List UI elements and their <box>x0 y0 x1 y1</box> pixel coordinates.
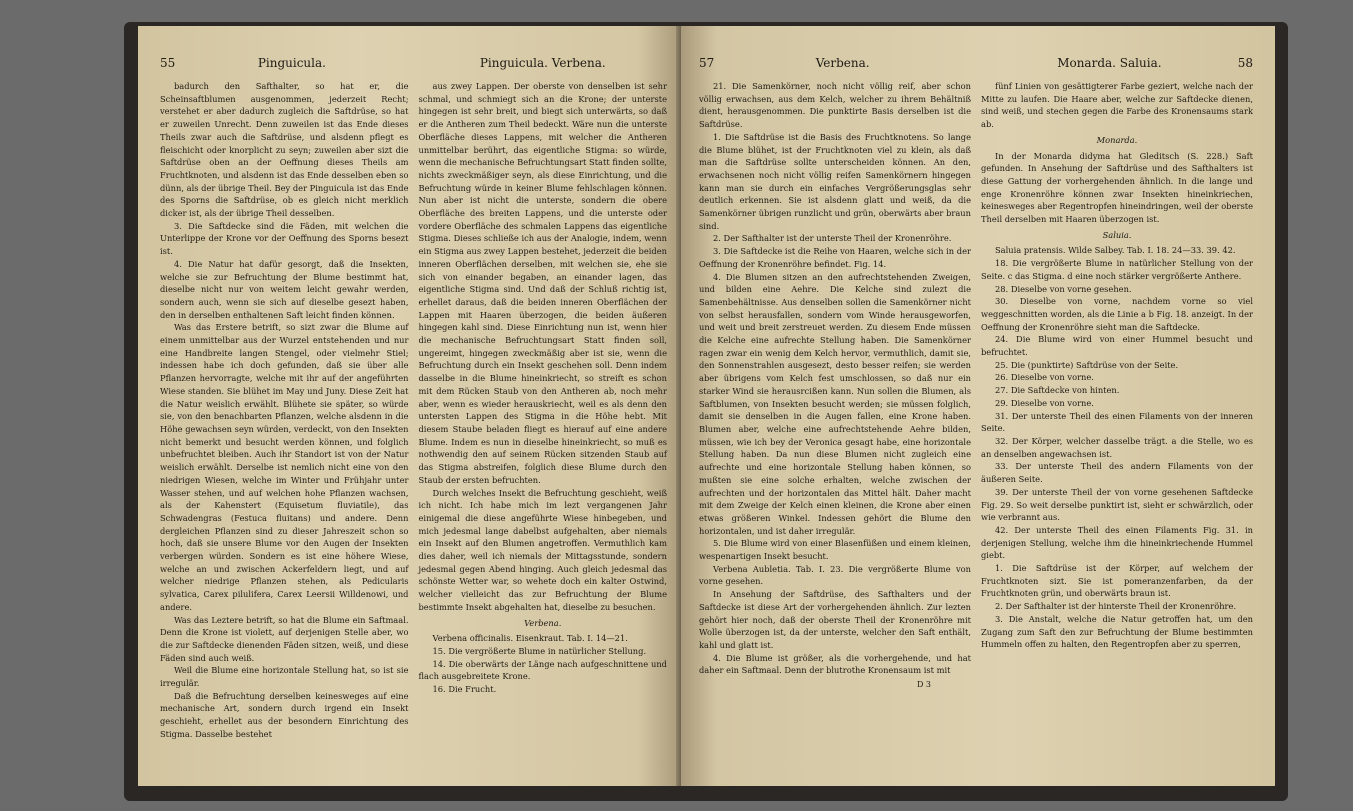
paragraph: 14. Die oberwärts der Länge nach aufgeschnittene und flach ausgebreitete Krone. <box>418 658 667 682</box>
page-number: 58 <box>1237 56 1253 70</box>
paragraph: 18. Die vergrößerte Blume in natürlicher Stellung von der Seite. c das Stigma. d eine noch stärker vergrößerte Anthere. <box>981 258 1253 281</box>
paragraph: 3. Die Saftdecke ist die Reihe von Haaren, welche sich in der Oeffnung der Kronenröhre befindet. Fig. 14. <box>699 246 971 269</box>
page-title: Monarda. Saluia. <box>1057 56 1162 70</box>
paragraph: 1. Die Saftdrüse ist der Körper, auf welchem der Fruchtknoten sizt. Sie ist pomeranzenfarben, da der Fruchtknoten grün, und oberwärts braun ist. <box>981 563 1253 599</box>
paragraph: 32. Der Körper, welcher dasselbe trägt. a die Stelle, wo es an denselben angewachsen ist. <box>981 435 1253 459</box>
paragraph: 28. Dieselbe von vorne gesehen. <box>995 283 1132 294</box>
paragraph: 1. Die Saftdrüse ist die Basis des Fruchtknotens. So lange die Blume blühet, ist der Fruchtknoten viel zu klein, als daß man die Saftdrüse sollte unterscheiden können. An den, erwachsenen noch nicht völlig reifen Samenkörnern hingegen kann man sie durch ein einfaches Vergrößerungsglas sehr deutlich erkennen. Sie ist alsdenn glatt und weiß, da die Samenkörner übrigen runzlicht und grün, oberwärts aber braun sind. <box>699 131 971 231</box>
page-number: 55 <box>160 56 176 70</box>
paragraph: 25. Die (punktirte) Saftdrüse von der Seite. <box>995 359 1179 370</box>
page-text <box>160 80 409 741</box>
paragraph: 5. Die Blume wird von einer Blasenfüßen und einem kleinen, wespenartigen Insekt besucht. <box>699 538 971 562</box>
paragraph: 2. Der Safthalter ist der unterste Theil der Kronenröhre. <box>713 233 952 244</box>
section-heading: Verbena. <box>524 617 562 628</box>
paragraph: In Ansehung der Saftdrüse, des Safthalters und der Saftdecke ist diese Art der vorhergehenden ähnlich. Zur lezten gehört hier noch, daß der oberste Theil der Kronenröhre mit Wolle überzogen ist, da der unterste, welcher den Saft enthält, kahl und glatt ist. <box>699 589 971 650</box>
signature-mark: D 3 <box>916 680 931 690</box>
page-text <box>419 80 668 696</box>
paragraph: 3. Die Saftdecke sind die Fäden, mit welchen die Unterlippe der Krone vor der Oeffnung des Sporns besezt ist. <box>160 220 409 257</box>
paragraph: Saluia pratensis. Wilde Salbey. Tab. I. 18. 24—33. 39. 42. <box>995 245 1236 256</box>
paragraph: Verbena Aubletia. Tab. I. 23. Die vergrößerte Blume von vorne gesehen. <box>699 563 971 587</box>
paragraph: Verbena officinalis. Eisenkraut. Tab. I. 14—21. <box>432 633 628 644</box>
paragraph: 42. Der unterste Theil des einen Filaments Fig. 31. in derjenigen Stellung, welche ihm die hineinkriechende Hummel giebt. <box>981 524 1253 561</box>
page-column-58 <box>981 56 1253 692</box>
running-head <box>419 56 668 72</box>
paragraph: In der Monarda didyma hat Gleditsch (S. 228.) Saft gefunden. In Ansehung der Saftdrüse und des Safthalters ist diese Gattung der vorhergehenden ähnlich. In die lange und enge Kronenröhre können zwar Insekten hineinkriechen, keinesweges aber Regentropfen hineindringen, weil der oberste Theil derselben mit Haaren überzogen ist. <box>981 150 1253 225</box>
paragraph: 29. Dieselbe von vorne. <box>995 397 1094 408</box>
page-text <box>699 80 971 692</box>
page-title: Pinguicula. <box>257 56 326 70</box>
paragraph: 31. Der unterste Theil des einen Filaments von der inneren Seite. <box>981 410 1253 434</box>
section-heading: Saluia. <box>1102 229 1132 240</box>
running-head <box>981 56 1253 72</box>
paragraph: Was das Leztere betrift, so hat die Blume ein Saftmaal. Denn die Krone ist violett, auf derjenigen Stelle aber, wo die zur Saftdecke dienenden Fäden sitzen, weiß, und diese Fäden sind auch weiß. <box>160 614 409 663</box>
paragraph: 4. Die Blume ist größer, als die vorhergehende, und hat daher ein Saftmaal. Denn der blutrothe Kronensaum ist mit <box>699 652 971 676</box>
page-column-56 <box>419 56 668 741</box>
paragraph: 26. Dieselbe von vorne. <box>995 372 1094 383</box>
section-heading: Monarda. <box>1096 134 1138 145</box>
running-head <box>699 56 971 72</box>
left-page <box>138 26 681 786</box>
paragraph: badurch den Safthalter, so hat er, die Scheinsaftblumen ausgenommen, jederzeit Recht; verstehet er aber dadurch zugleich die Saftdrüse, so hat er zuweilen Unrecht. Denn zuweilen ist das Ende dieses Theils zwar auch die Saftdrüse, und alsdenn pflegt es fleischicht oder knorplicht zu seyn; zuweilen aber sizt die Saftdrüse oben an der Oeffnung dieses Theils am Fruchtknoten, und alsdenn ist das Ende desselben eben so dünn, als der übrige Theil. Bey der Pinguicula ist das Ende des Sporns die Saftdrüse, ob es gleich nicht merklich dicker ist, als der übrige Theil desselben. <box>160 81 409 219</box>
paragraph: aus zwey Lappen. Der oberste von denselben ist sehr schmal, und schmiegt sich an die Krone; der unterste hingegen ist sehr breit, und biegt sich unterwärts, so daß er die Antheren zum Theil bedeckt. Wäre nun die unterste Oberfläche dieses Lappens, mit welcher die Antheren unmittelbar berührt, das eigentliche Stigma: so würde, wenn die mechanische Befruchtungsart Statt finden sollte, nichts zweckmäßiger seyn, als diese Einrichtung, und die Befruchtung würde in keiner Blume fehlschlagen können. Nun aber ist nicht die unterste, sondern die obere Oberfläche des breiten Lappens, und die unterste oder vordere Oberfläche des schmalen Lappens das eigentliche Stigma. Dieses schließe ich aus der Analogie, indem, wenn ein Stigma aus zwey Lappen bestehet, jederzeit die beiden inneren Oberflächen derselben, mit welchen sie, ehe sie sich von einander begaben, an einander lagen, das eigentliche Stigma sind. Und daß der Schluß richtig ist, erhellet daraus, daß die beiden inneren Oberflächen der Lappen mit Haaren überzogen, die beiden äußeren hingegen kahl sind. Diese Einrichtung nun ist, wenn hier die mechanische Befruchtungsart Statt finden soll, ungereimt, hingegen zweckmäßig aber ist sie, wenn die Befruchtung durch ein Insekt geschehen soll. Denn indem dasselbe in die Blume hineinkriecht, so streift es schon mit dem Rücken Staub von den Antheren ab, noch mehr aber, wenn es wieder herauskriecht, weil es als denn den untersten Lappen des Stigma in die Höhe hebt. Mit diesem Staube beladen fliegt es hierauf auf eine andere Blume. Indem es nun in dieselbe hineinkriecht, so muß es nothwendig den auf seinem Rücken sitzenden Staub auf das Stigma abstreifen, folglich diese Blume durch den Staub der ersten befruchten. <box>418 81 667 485</box>
paragraph: 16. Die Frucht. <box>432 684 497 695</box>
paragraph: 30. Dieselbe von vorne, nachdem vorne so viel weggeschnitten worden, als die Linie a b Fig. 18. anzeigt. In der Oeffnung der Kronenröhre sieht man die Saftdecke. <box>981 296 1253 332</box>
paragraph: 2. Der Safthalter ist der hinterste Theil der Kronenröhre. <box>995 601 1237 612</box>
page-text <box>981 80 1253 651</box>
overlay-page-number: 57 <box>699 56 715 70</box>
paragraph: 21. Die Samenkörner, noch nicht völlig reif, aber schon völlig erwachsen, aus dem Kelch, welcher zu ihrem Behältniß dient, herausgenommen. Die punktirte Basis derselben ist die Saftdrüse. <box>699 81 971 130</box>
paragraph: fünf Linien von gesättigterer Farbe geziert, welche nach der Mitte zu laufen. Die Haare aber, welche zur Saftdecke dienen, sind weiß, und stechen gegen die Farbe des Kronensaums stark ab. <box>981 81 1253 130</box>
paragraph: 4. Die Blumen sitzen an den aufrechtstehenden Zweigen, und bilden eine Aehre. Die Kelche sind zulezt die Samenbehältnisse. Aus denselben sollen die Samenkörner nicht von selbst herausfallen, sondern vom Winde herausgeworfen, und weit und breit zerstreuet werden. Zu diesem Ende müssen die Kelche eine aufrechte Stellung haben. Die Samenkörner ragen zwar ein wenig dem Kelch hervor, vermuthlich, damit sie, den Sonnenstrahlen ausgesezt, desto besser reifen; sie werden aber übrigens vom Kelch fest umschlossen, so daß nur ein starker Wind sie herausrcißen kann. Nun sollen die Blumen, als Saftblumen, von Insekten besucht werden; sie müssen folglich, damit sie denselben in die Augen fallen, eine Krone haben. Blumen aber, welche eine aufrechtstehende Aehre bilden, müssen, wie ich bey der Veronica gesagt habe, eine horizontale Stellung haben. Da nun diese Blumen nicht zugleich eine aufrechte und eine horizontale Stellung haben können, so mußten sie eine solche erhalten, welche zwischen der aufrechten und der horizontalen das Mittel hält. Daher macht mit dem Zweige der Kelch einen kleinen, die Krone aber einen etwas größeren Winkel. Indessen gehört die Blume den horizontalen, und ist daher irregulär. <box>699 271 971 536</box>
paragraph: 27. Die Saftdecke von hinten. <box>995 385 1120 396</box>
page-title: Verbena. <box>815 56 870 70</box>
paragraph: 3. Die Anstalt, welche die Natur getroffen hat, um den Zugang zum Saft den zur Befruchtung der Blume bestimmten Hummeln offen zu halten, den Regentropfen aber zu sperren, <box>981 613 1253 650</box>
right-page <box>681 26 1275 786</box>
paragraph: Durch welches Insekt die Befruchtung geschieht, weiß ich nicht. Ich habe mich im lezt vergangenen Jahr einigemal die diese angeführte Wiese hinbegeben, und mich jedesmal lange dabelbst aufgehalten, aber niemals ein Insekt auf den Blumen angetroffen. Vermuthlich kam dies daher, weil ich niemals der Mittagsstunde, sondern jedesmal gegen Abend hinging. Auch gleich jedesmal das schönste Wetter war, so wehete doch ein kalter Ostwind, welcher vielleicht das zur Befruchtung der Blume bestimmte Insekt abgehalten hat, dieselbe zu besuchen. <box>418 487 667 612</box>
paragraph: 24. Die Blume wird von einer Hummel besucht und befruchtet. <box>981 334 1253 358</box>
page-column-55 <box>160 56 409 741</box>
page-title: Pinguicula. Verbena. <box>479 56 606 70</box>
page-column-57 <box>699 56 971 692</box>
running-head <box>160 56 409 72</box>
paragraph: 33. Der unterste Theil des andern Filaments von der äußeren Seite. <box>981 461 1253 485</box>
paragraph: Was das Erstere betrift, so sizt zwar die Blume auf einem unmittelbar aus der Wurzel entstehenden und nur eine Handbreite langen Stengel, oder vielmehr Stiel; indessen habe ich doch gefunden, daß sie über alle Pflanzen hervorragte, welche mit ihr auf der angeführten Wiese standen. Sie blühet im May und Juny. Diese Zeit hat die Natur weislich erwählt. Blühete sie später, so würde sie, von den benachbarten Pflanzen, welche alsdenn in die Höhe gewachsen seyn würden, verdeckt, von den Insekten nicht bemerkt und besucht werden können, und folglich unbefruchtet bleiben. Auch ihr Standort ist von der Natur weislich erwählt. Derselbe ist nemlich nicht eine von den niedrigen Wiesen, welche im Winter und Frühjahr unter Wasser stehen, und auf welchen hohe Pflanzen wachsen, als der Kahenstert (Equisetum fluviatile), das Schwadengras (Festuca fluitans) und andere. Denn dergleichen Pflanzen sind zu dieser Jahreszeit schon so hoch, daß sie unsere Blume vor den Augen der Insekten verbergen würden. Sondern es ist eine höhere Wiese, welche an und zwischen Ackerfeldern liegt, und auf welcher niedrige Pflanzen stehen, als Pedicularis sylvatica, Carex pilulifera, Carex Leersii Willdenowi, und andere. <box>160 322 409 612</box>
paragraph: Weil die Blume eine horizontale Stellung hat, so ist sie irregulär. <box>160 665 409 689</box>
paragraph: 4. Die Natur hat dafür gesorgt, daß die Insekten, welche sie zur Befruchtung der Blume bestimmt hat, dieselbe nicht nur von weitem leicht gewahr werden, sondern auch, wenn sie sich auf dieselbe gesezt haben, den in derselben enthaltenen Saft leicht finden können. <box>160 258 409 320</box>
paragraph: Daß die Befruchtung derselben keinesweges auf eine mechanische Art, sondern durch irgend ein Insekt geschieht, erhellet aus der besondern Einrichtung des Stigma. Dasselbe bestehet <box>160 690 409 739</box>
paragraph: 15. Die vergrößerte Blume in natürlicher Stellung. <box>432 645 647 656</box>
paragraph: 39. Der unterste Theil der von vorne gesehenen Saftdecke Fig. 29. So weit derselbe punktirt ist, sieht er schwärzlich, oder wie verbrannt aus. <box>981 486 1253 523</box>
